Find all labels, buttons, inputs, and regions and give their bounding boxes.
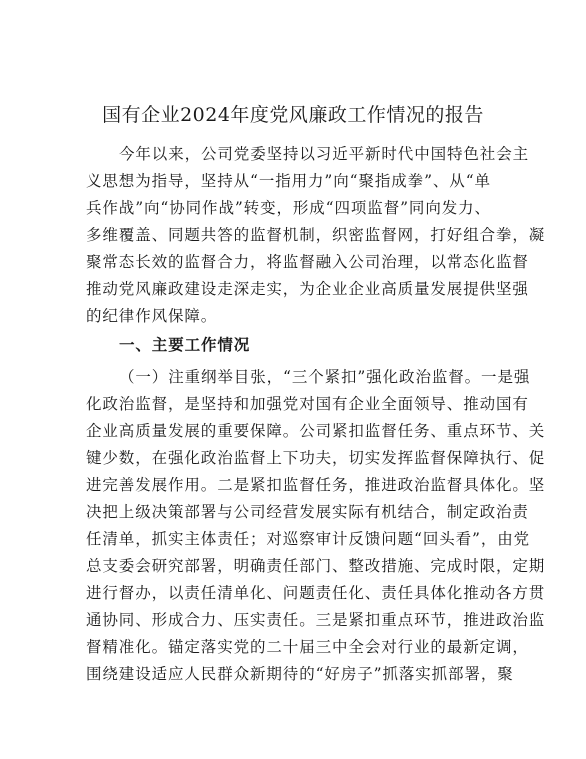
paragraph-line: 的纪律作风保障。 [86, 307, 218, 325]
paragraph-line: （一）注重纲举目张，“三个紧扣”强化政治监督。一是强 [119, 368, 531, 386]
paragraph-line: 兵作战”向“协同作战”转变，形成“四项监督”同向发力、 [86, 199, 491, 217]
paragraph-line: 进完善发展作用。二是紧扣监督任务，推进政治监督具体化。坚 [86, 476, 546, 494]
paragraph-line: 推动党风廉政建设走深走实，为企业企业高质量发展提供坚强 [86, 280, 529, 298]
paragraph-line: 围绕建设适应人民群众新期待的“好房子”抓落实抓部署，聚 [86, 665, 514, 683]
paragraph-line: 进行督办，以责任清单化、问题责任化、责任具体化推动各方贯 [86, 584, 546, 602]
paragraph-line: 今年以来，公司党委坚持以习近平新时代中国特色社会主 [119, 145, 530, 163]
paragraph-line: 企业高质量发展的重要保障。公司紧扣监督任务、重点环节、关 [86, 422, 546, 440]
paragraph-line: 任清单，抓实主体责任；对巡察审计反馈问题“回头看”，由党 [86, 530, 531, 548]
section-heading: 一、主要工作情况 [119, 335, 251, 354]
paragraph-line: 化政治监督，是坚持和加强党对国有企业全面领导、推动国有 [86, 395, 529, 413]
paragraph-line: 督精准化。锚定落实党的二十届三中全会对行业的最新定调， [86, 638, 529, 656]
paragraph-line: 决把上级决策部署与公司经营发展实际有机结合，制定政治责 [86, 503, 529, 521]
paragraph-line: 聚常态长效的监督合力，将监督融入公司治理，以常态化监督 [86, 253, 529, 271]
document-title: 国有企业2024年度党风廉政工作情况的报告 [102, 104, 484, 126]
paragraph-line: 多维覆盖、同题共答的监督机制，织密监督网，打好组合拳，凝 [86, 226, 546, 244]
paragraph-line: 键少数，在强化政治监督上下功夫，切实发挥监督保障执行、促 [86, 449, 546, 467]
paragraph-line: 义思想为指导，坚持从“一指用力”向“聚指成拳”、从“单 [86, 172, 491, 190]
paragraph-line: 总支委会研究部署，明确责任部门、整改措施、完成时限，定期 [86, 557, 546, 575]
paragraph-line: 通协同、形成合力、压实责任。三是紧扣重点环节，推进政治监 [86, 611, 546, 629]
